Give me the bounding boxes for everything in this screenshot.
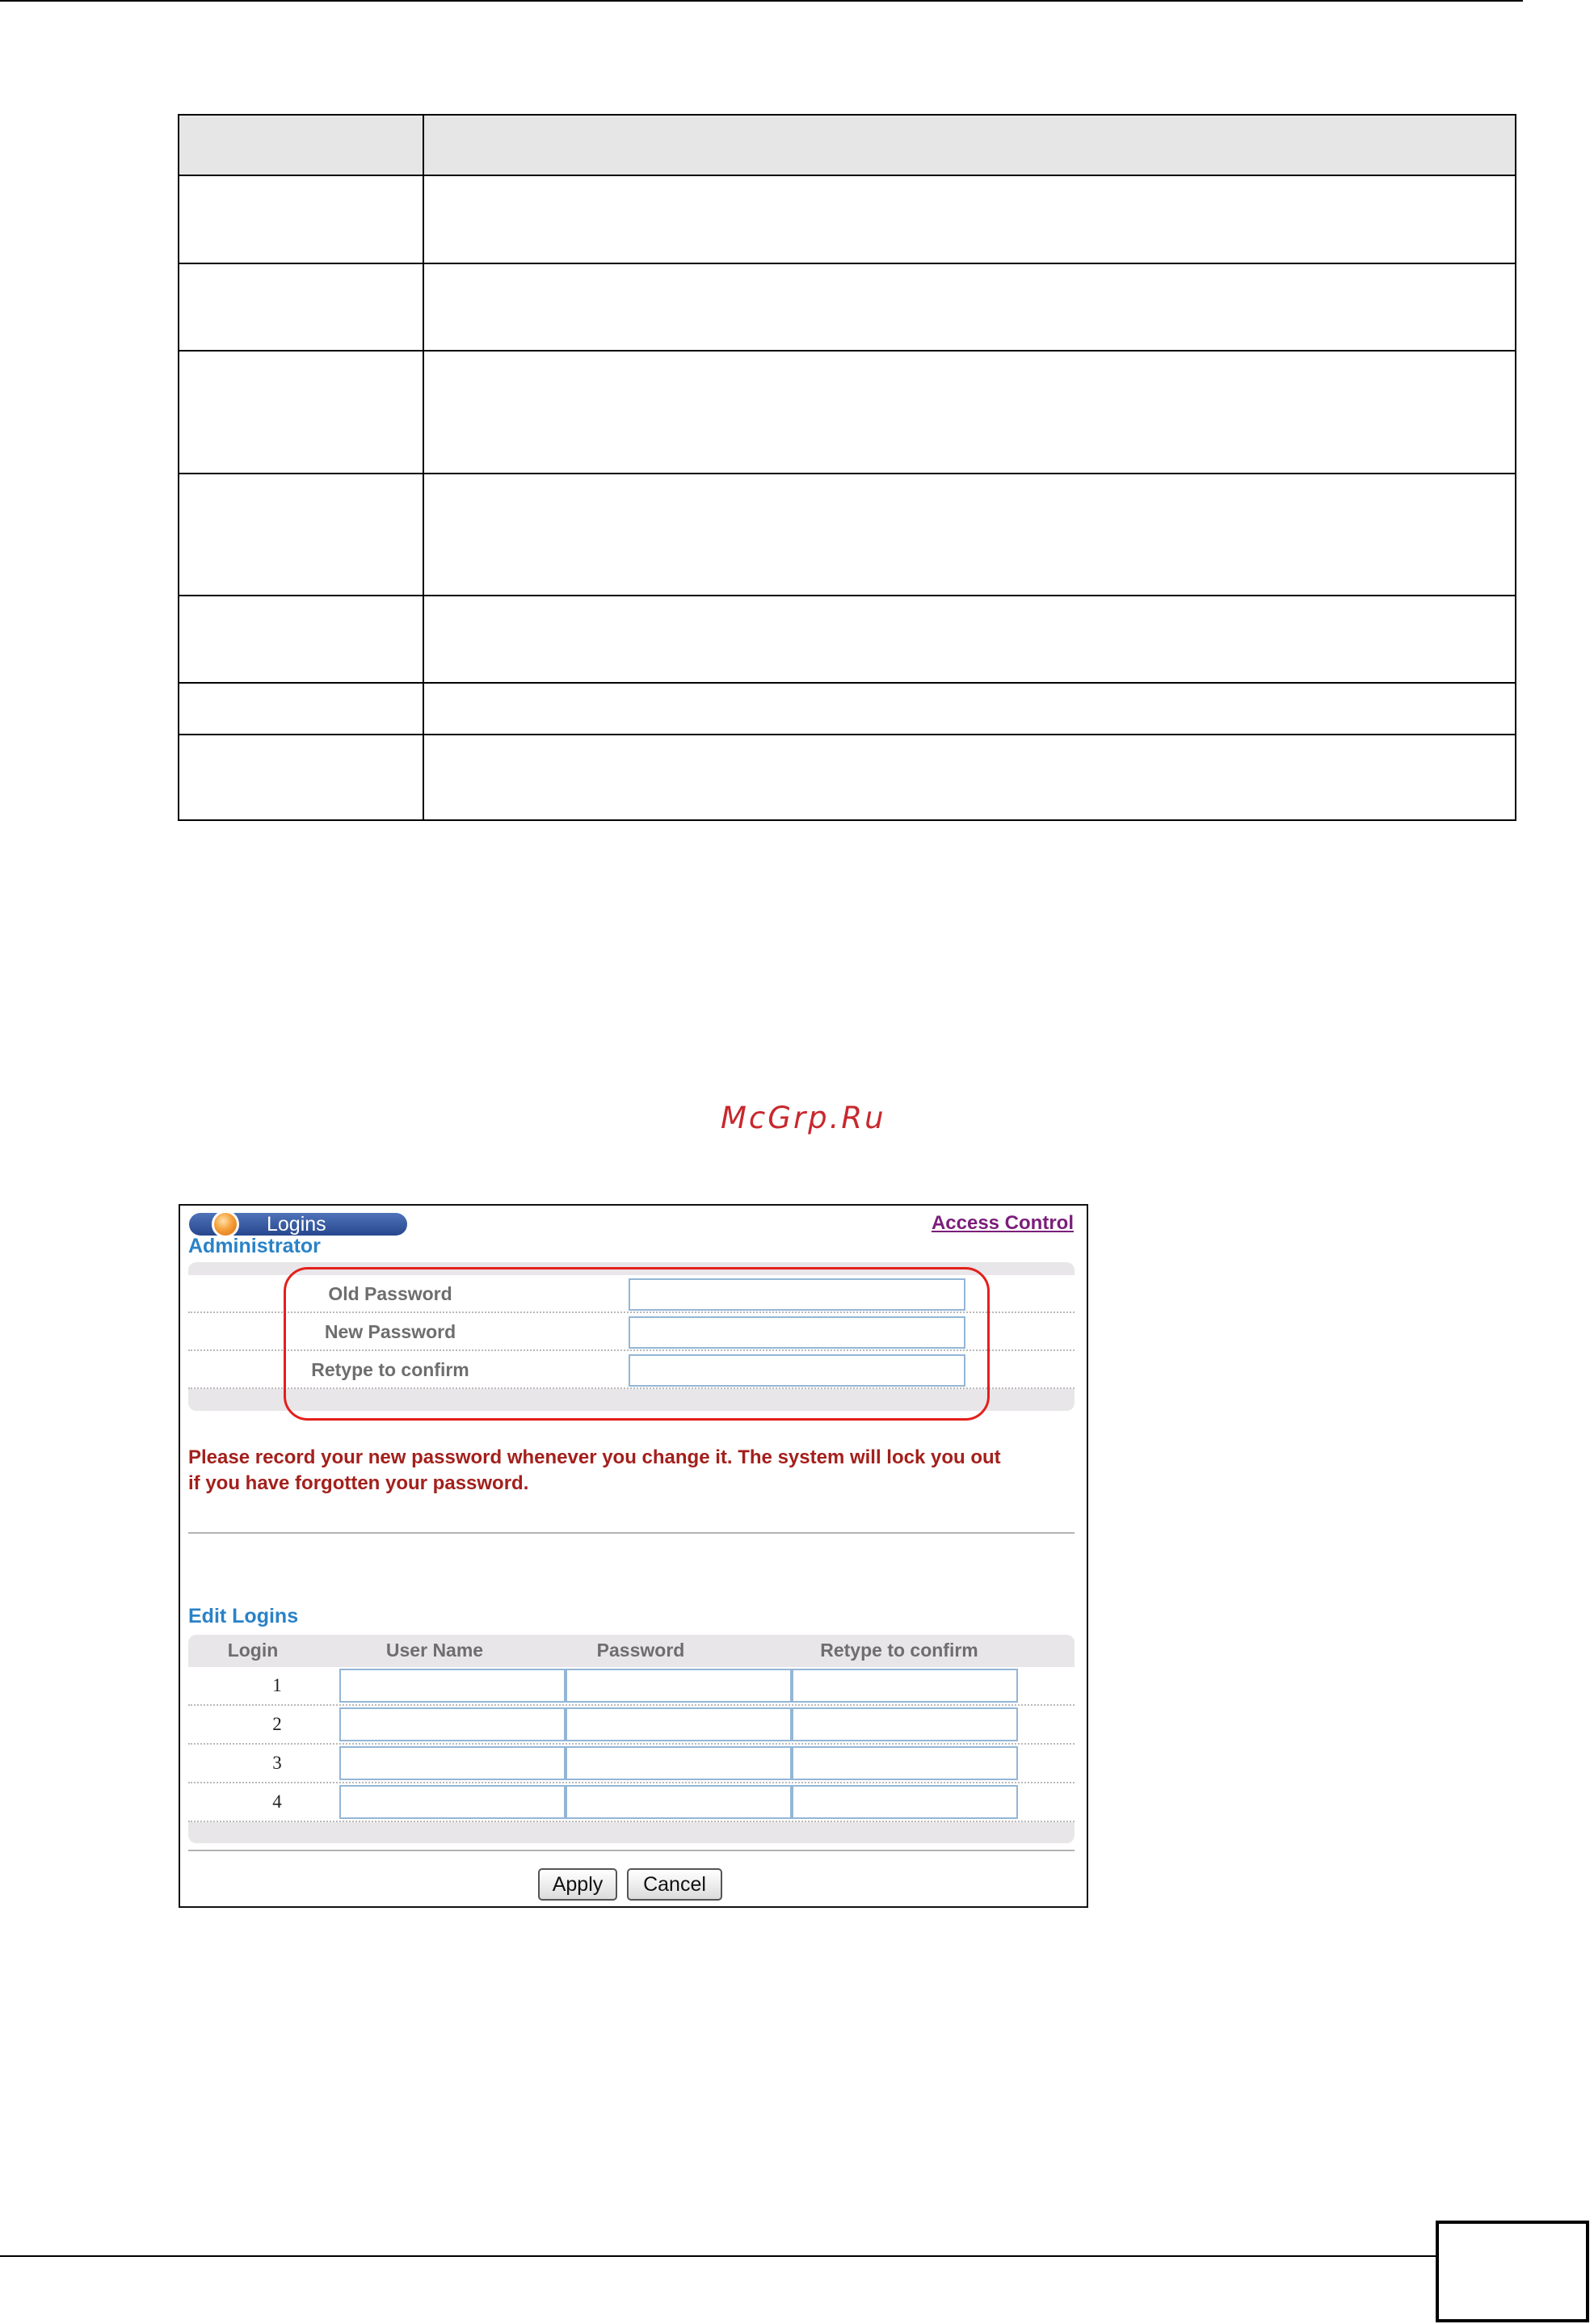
retype-password-row: [188, 1351, 1075, 1389]
table-cell: [424, 684, 1515, 734]
column-header-user-name: User Name: [385, 1640, 484, 1661]
table-body: [188, 1667, 1075, 1822]
retype-password-input[interactable]: [629, 1354, 965, 1387]
administrator-heading: Administrator: [188, 1235, 321, 1257]
table-cell: [424, 264, 1515, 350]
table-row: [179, 175, 1515, 263]
table-header: [188, 1640, 1075, 1664]
page-title: [189, 1213, 407, 1236]
access-control-link[interactable]: Access Control: [931, 1212, 1074, 1234]
password-input[interactable]: [566, 1669, 792, 1703]
cancel-button[interactable]: Cancel: [627, 1868, 722, 1901]
table-cell: [424, 352, 1515, 473]
table-cell: [179, 596, 424, 682]
page-top-rule: [0, 0, 1523, 2]
table-row: [188, 1667, 1075, 1706]
table-cell: [179, 735, 424, 819]
table-cell: [179, 474, 424, 595]
administrator-fields: [188, 1275, 1075, 1389]
table-row: [179, 595, 1515, 682]
page-title-label: Logins: [267, 1213, 326, 1236]
page-number-box: [1436, 2221, 1589, 2322]
new-password-input[interactable]: [629, 1316, 965, 1349]
table-row: [179, 734, 1515, 819]
user-name-input[interactable]: [339, 1707, 566, 1741]
table-cell: [424, 116, 1515, 175]
divider: [188, 1532, 1075, 1534]
page-bottom-rule: [0, 2255, 1523, 2257]
table-cell: [179, 264, 424, 350]
password-input[interactable]: [566, 1785, 792, 1819]
table-row: [188, 1706, 1075, 1745]
user-name-input[interactable]: [339, 1746, 566, 1780]
table-cell: [179, 352, 424, 473]
administrator-panel: [188, 1262, 1075, 1411]
new-password-row: [188, 1313, 1075, 1351]
login-number: 4: [272, 1791, 282, 1812]
new-password-label: New Password: [324, 1321, 456, 1342]
watermark: McGrp.Ru: [721, 1101, 886, 1135]
table-cell: [424, 474, 1515, 595]
retype-input[interactable]: [792, 1707, 1018, 1741]
login-number: 2: [272, 1714, 282, 1734]
edit-logins-table: [188, 1635, 1075, 1843]
retype-input[interactable]: [792, 1746, 1018, 1780]
column-header-login: Login: [227, 1640, 279, 1661]
old-password-row: [188, 1275, 1075, 1313]
table-row: [179, 473, 1515, 595]
retype-input[interactable]: [792, 1785, 1018, 1819]
old-password-input[interactable]: [629, 1278, 965, 1311]
table-header-row: [179, 116, 1515, 175]
table-cell: [179, 176, 424, 263]
apply-button[interactable]: Apply: [538, 1868, 617, 1901]
edit-logins-heading: Edit Logins: [188, 1605, 299, 1627]
old-password-label: Old Password: [328, 1283, 452, 1304]
orb-icon: [212, 1210, 239, 1238]
table-row: [179, 263, 1515, 350]
column-header-password: Password: [596, 1640, 685, 1661]
table-cell: [424, 735, 1515, 819]
reference-table: [178, 114, 1516, 821]
divider: [188, 1850, 1075, 1851]
password-warning-line-1: Please record your new password whenever you change it. The system will lock you out: [188, 1446, 1001, 1468]
password-warning-line-2: if you have forgotten your password.: [188, 1472, 529, 1494]
table-cell: [424, 596, 1515, 682]
retype-input[interactable]: [792, 1669, 1018, 1703]
password-input[interactable]: [566, 1746, 792, 1780]
logins-screen: [179, 1204, 1088, 1908]
user-name-input[interactable]: [339, 1785, 566, 1819]
retype-password-label: Retype to confirm: [311, 1359, 469, 1380]
password-warning: [188, 1445, 1077, 1497]
user-name-input[interactable]: [339, 1669, 566, 1703]
table-row: [179, 350, 1515, 473]
table-cell: [179, 116, 424, 175]
column-header-retype: Retype to confirm: [820, 1640, 978, 1661]
table-cell: [424, 176, 1515, 263]
table-row: [188, 1783, 1075, 1822]
password-input[interactable]: [566, 1707, 792, 1741]
login-number: 3: [272, 1753, 282, 1773]
table-cell: [179, 684, 424, 734]
table-row: [179, 682, 1515, 734]
table-row: [188, 1745, 1075, 1783]
login-number: 1: [272, 1675, 282, 1695]
